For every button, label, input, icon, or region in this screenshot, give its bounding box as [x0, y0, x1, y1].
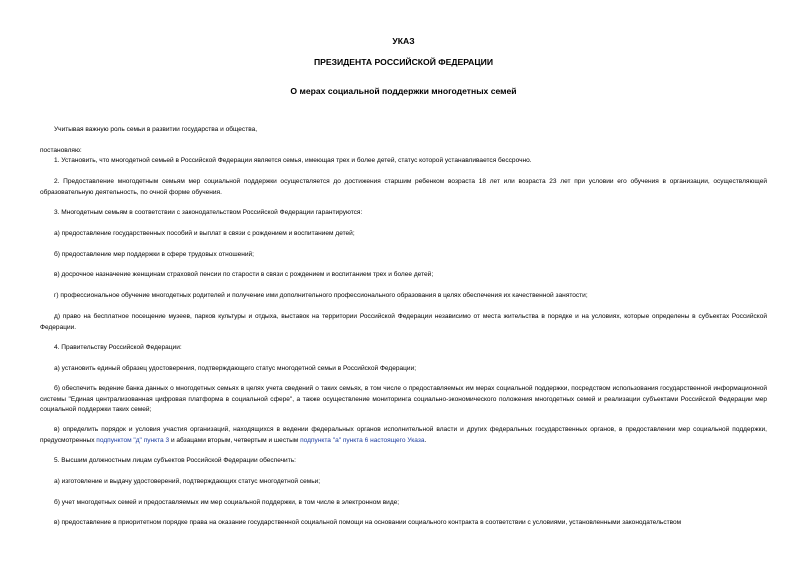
preamble: Учитывая важную роль семьи в развитии государства и общества,	[54, 126, 258, 133]
clause-5-a: а) изготовление и выдачу удостоверений, подтверждающих статус многодетной семьи;	[54, 478, 321, 485]
clause-4-b: б) обеспечить ведение банка данных о многодетных семьях в целях учета сведений о таких семьях, в том числе о предоставляемых им мерах социальной поддержки, посредством использования государственной информационной системы "Единая централизованная цифровая платформа в социальной сфере", а также осуществление мониторинга социально-экономического положения многодетных семей и реализации субъектами Российской Федерации мер социальной поддержки таких семей;	[40, 385, 767, 413]
clause-4-v-middle: и абзацами вторым, четвертым и шестым	[170, 436, 299, 444]
clause-5-b: б) учет многодетных семей и предоставляемых им мер социальной поддержки, в том числе в электронном виде;	[54, 499, 400, 506]
clause-3-b: б) предоставление мер поддержки в сфере трудовых отношений;	[54, 251, 254, 258]
clause-1: 1. Установить, что многодетной семьей в Российской Федерации является семья, имеющая трех и более детей, статус которой устанавливается бессрочно.	[54, 157, 532, 164]
clause-3-g: г) профессиональное обучение многодетных родителей и получение ими дополнительного профессионального образования в целях обеспечения их качественной занятости;	[54, 292, 588, 299]
clause-5-v: в) предоставление в приоритетном порядке права на оказание государственной социальной помощи на основании социального контракта в соответствии с условиями, установленными законодательством	[54, 519, 682, 526]
clause-3-v: в) досрочное назначение женщинам страховой пенсии по старости в связи с рождением и воспитанием трех и более детей;	[54, 271, 434, 278]
link-subclause-a-clause-6[interactable]: подпункта "а" пункта 6 настоящего Указа	[300, 436, 425, 444]
link-subclause-d-clause-3[interactable]: подпунктом "д" пункта 3	[96, 436, 170, 444]
clause-4: 4. Правительству Российской Федерации:	[54, 344, 182, 351]
clause-5: 5. Высшим должностным лицам субъектов Российской Федерации обеспечить:	[54, 457, 296, 464]
resolution-word: постановляю:	[40, 147, 82, 154]
clause-4-v-end: .	[424, 436, 427, 444]
clause-3-d: д) право на бесплатное посещение музеев, парков культуры и отдыха, выставок на территории Российской Федерации независимо от места жительства в порядке и на условиях, которые определены в субъектах Российской Федерации.	[40, 313, 767, 331]
issuer-title: ПРЕЗИДЕНТА РОССИЙСКОЙ ФЕДЕРАЦИИ	[313, 57, 494, 67]
decree-heading: О мерах социальной поддержки многодетных семей	[290, 86, 517, 96]
clause-4-v-start: в) определить порядок и условия участия организаций, находящихся в ведении федеральных органов исполнительной власти и других федеральных государственных органов, в предоставлении мер социальной поддержки, предусмотренных	[40, 426, 767, 444]
clause-4-v	[40, 425, 767, 446]
clause-4-a: а) установить единый образец удостоверения, подтверждающего статус многодетной семьи в Российской Федерации;	[54, 365, 417, 372]
clause-3-a: а) предоставление государственных пособий и выплат в связи с рождением и воспитанием детей;	[54, 230, 355, 237]
clause-2: 2. Предоставление многодетным семьям мер социальной поддержки осуществляется до достижения старшим ребенком возраста 18 лет или возраста 23 лет при условии его обучения в организации, осуществляющей образовательную деятельность, по очной форме обучения.	[40, 178, 767, 196]
clause-3: 3. Многодетным семьям в соответствии с законодательством Российской Федерации гарантируются:	[54, 209, 363, 216]
document-type-title: УКАЗ	[392, 36, 415, 46]
